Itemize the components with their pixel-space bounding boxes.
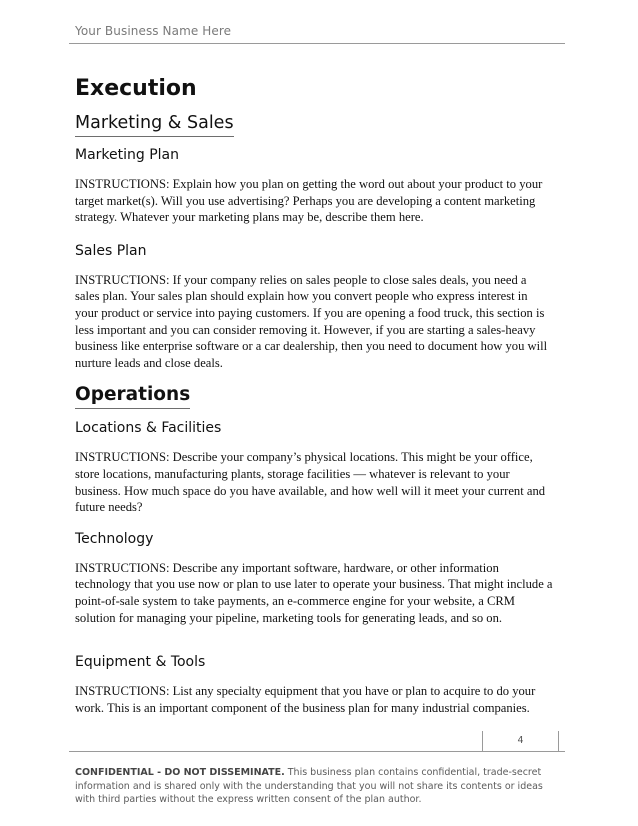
heading-equipment-tools: Equipment & Tools bbox=[75, 654, 206, 671]
technology-text: INSTRUCTIONS: Describe any important software, hardware, or other information technology that you use now or plan to use later to operate your business. That might include a point-of-sale system to take payments, an e-commerce engine for your website, a CRM solution for managing your pipeline, marketing tools for generating leads, and so on. bbox=[75, 560, 553, 625]
confidential-text: This business plan contains confidential, trade-secret information and is shared only with the understanding that you will not share its contents or ideas with third parties without the express written consent of the plan author. bbox=[75, 767, 543, 805]
heading-operations: Operations bbox=[75, 383, 190, 409]
footer-divider bbox=[69, 751, 565, 752]
equipment-text: INSTRUCTIONS: List any specialty equipment that you have or plan to acquire to do your work. This is an important component of the business plan for many industrial companies. bbox=[75, 684, 536, 715]
page-header-business-name: Your Business Name Here bbox=[75, 24, 232, 38]
confidential-label: CONFIDENTIAL - DO NOT DISSEMINATE. bbox=[75, 767, 285, 778]
header-divider bbox=[69, 43, 565, 44]
page-number: 4 bbox=[517, 735, 524, 746]
heading-marketing-plan: Marketing Plan bbox=[75, 147, 180, 163]
locations-text: INSTRUCTIONS: Describe your company’s physical locations. This might be your office, store locations, manufacturing plants, storage facilities — whatever is relevant to your business. How much space do you have available, and how well will it meet your current and future needs? bbox=[75, 450, 546, 515]
page-number-box bbox=[482, 731, 559, 751]
heading-marketing-sales: Marketing & Sales bbox=[75, 111, 234, 137]
heading-sales-plan: Sales Plan bbox=[75, 242, 147, 259]
sales-plan-text: INSTRUCTIONS: If your company relies on sales people to close sales deals, you need a sales plan. Your sales plan should explain how you convert people who express interest in your product or service into paying customers. If you are opening a food truck, this section is less important and you can consider removing it. However, if you are starting a sales-heavy business like enterprise software or a car dealership, then you need to document how you will nurture leads and close deals. bbox=[75, 272, 548, 370]
heading-locations-facilities: Locations & Facilities bbox=[75, 420, 222, 437]
confidential-footer bbox=[75, 766, 565, 807]
section-title-execution: Execution bbox=[75, 76, 197, 101]
page-content bbox=[75, 74, 553, 716]
marketing-plan-text: INSTRUCTIONS: Explain how you plan on getting the word out about your product to your target market(s). Will you use advertising? Perhaps you are developing a content marketing strategy. Whatever your marketing plans may be, describe them here. bbox=[75, 177, 543, 225]
heading-technology: Technology bbox=[75, 530, 154, 547]
